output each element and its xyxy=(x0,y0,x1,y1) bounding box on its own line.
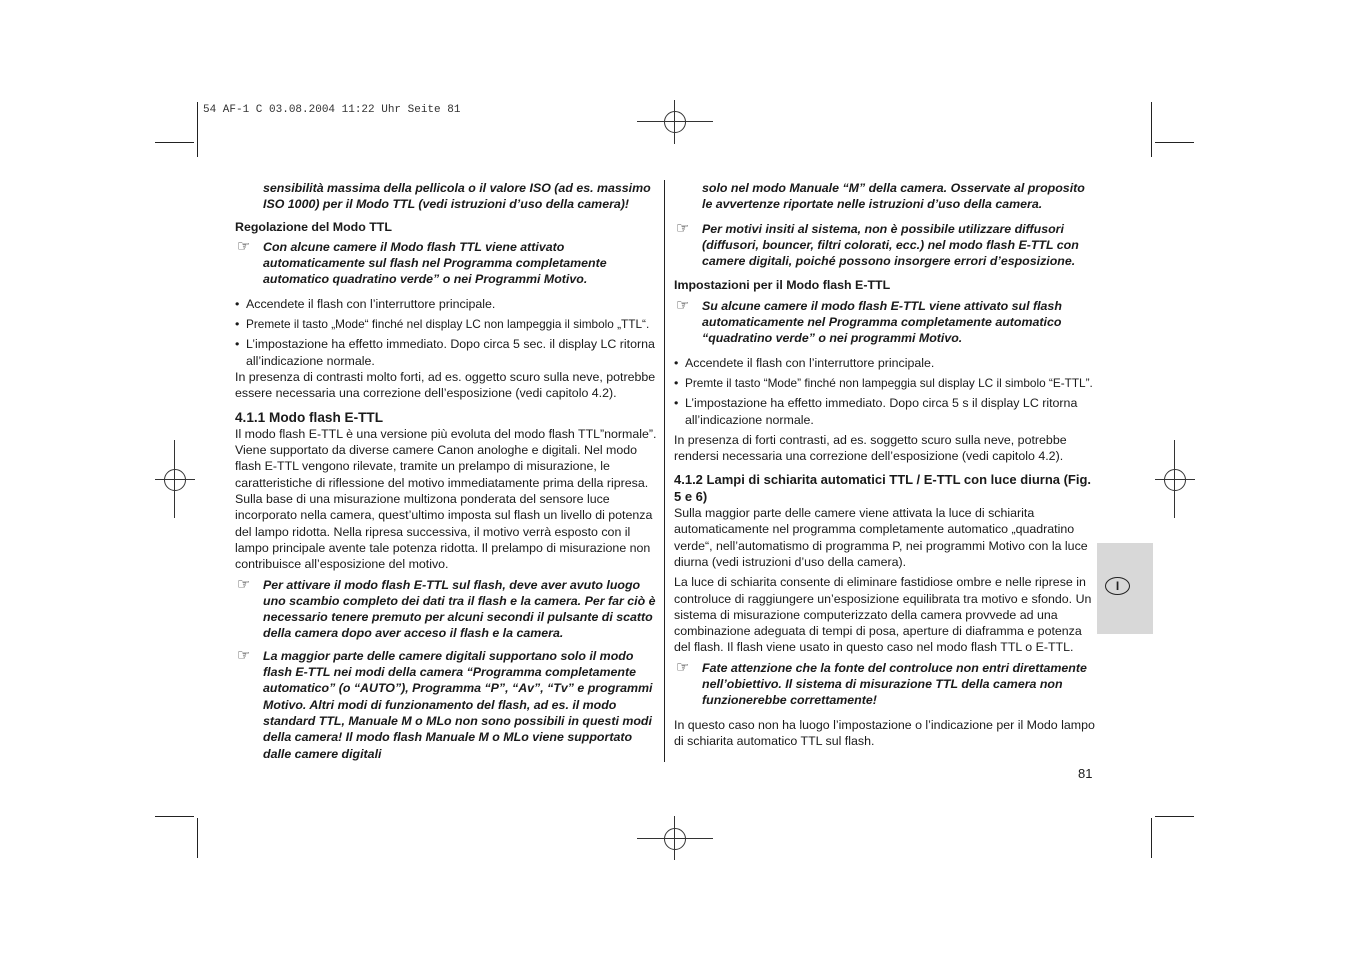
crop-mark xyxy=(197,818,198,858)
list-item xyxy=(674,375,1096,391)
registration-mark-bottom xyxy=(637,816,713,860)
list-item xyxy=(674,395,1096,428)
crop-mark xyxy=(197,102,198,157)
list-item-text: Accendete il flash con l’interruttore principale. xyxy=(246,296,496,311)
crop-mark xyxy=(1151,102,1152,157)
crop-mark xyxy=(155,816,194,817)
paragraph: In presenza di forti contrasti, ad es. soggetto scuro sulla neve, potrebbe rendersi necessaria una correzione dell’esposizione (vedi capitolo 4.2). xyxy=(674,432,1067,464)
list-item-text: Premte il tasto “Mode” finché non lampeggia sul display LC il simbolo “E-TTL”. xyxy=(685,375,1093,390)
bullet-icon: • xyxy=(674,396,679,411)
list-item-text: L’impostazione ha effetto immediato. Dopo circa 5 sec. il display LC ritorna all’indicazione normale. xyxy=(246,337,655,368)
note-text: Con alcune camere il Modo flash TTL viene attivato automaticamente sul flash nel Programma completamente automatico quadratino verde” o nei Programmi Motivo. xyxy=(263,239,607,287)
paragraph: In presenza di contrasti molto forti, ad es. oggetto scuro sulla neve, potrebbe essere necessaria una correzione dell’esposizione (vedi capitolo 4.2). xyxy=(235,369,656,401)
note-text: La maggior parte delle camere digitali supportano solo il modo flash E-TTL nei modi della camera “Programma completamente automatico” (o “AUTO”), Programma “P”, “Av”, “Tv” e programmi Motivo. Altri modi di funzionamento del flash, ad es. il modo standard TTL, Manuale M o MLo non sono possibili in questi modi della camera! Il modo flash Manuale M o MLo viene supportato dalle camere digitali xyxy=(263,648,653,761)
pointing-hand-icon: ☞ xyxy=(676,658,690,676)
registration-mark-right xyxy=(1155,440,1195,518)
bullet-icon: • xyxy=(235,296,240,311)
paragraph: Sulla maggior parte delle camere viene attivata la luce di schiarita automaticamente nel programma completamente automatico „quadratino verde“, nell’automatismo di programma P, nei programmi Motivo con la luce diurna (vedi istruzioni d’uso della camera). xyxy=(674,506,1088,569)
right-intro: solo nel modo Manuale “M” della camera. Osservate al proposito le avvertenze riportate nelle istruzioni d’uso della camera. xyxy=(702,181,1085,212)
crop-mark xyxy=(1151,818,1152,858)
crop-mark xyxy=(1155,142,1194,143)
heading-regolazione: Regolazione del Modo TTL xyxy=(235,219,392,234)
language-tab xyxy=(1097,543,1153,634)
left-column xyxy=(235,180,657,762)
right-column xyxy=(674,180,1096,749)
note-text: Su alcune camere il modo flash E-TTL viene attivato sul flash automaticamente nel Programma completamente automatico “quadratino verde” o nei programmi Motivo. xyxy=(702,298,1062,346)
pointing-hand-icon: ☞ xyxy=(237,575,251,593)
list-item-text: Premete il tasto „Mode“ finché nel display LC non lampeggia il simbolo „TTL“. xyxy=(246,317,650,332)
heading-4-1-2: 4.1.2 Lampi di schiarita automatici TTL / E-TTL con luce diurna (Fig. 5 e 6) xyxy=(674,472,1092,504)
bullet-icon: • xyxy=(674,355,679,370)
list-item-text: L’impostazione ha effetto immediato. Dopo circa 5 s il display LC ritorna all’indicazione normale. xyxy=(685,396,1078,427)
paragraph: La luce di schiarita consente di eliminare fastidiose ombre e nelle riprese in controluce di raggiungere un’esposizione equilibrata tra motivo e sfondo. Un sistema di misurazione computerizzato della camera provvede ad una combinazione adeguata di tempi di posa, aperture di diaframma e potenza del flash. Il flash viene usato in questo caso nel modo flash TTL o E-TTL. xyxy=(674,575,1092,655)
heading-impostazioni: Impostazioni per il Modo flash E-TTL xyxy=(674,278,891,293)
note-block xyxy=(235,577,657,642)
note-text: Fate attenzione che la fonte del controluce non entri direttamente nell’obiettivo. Il sistema di misurazione TTL della camera non funzionerebbe correttamente! xyxy=(702,660,1087,708)
list-item xyxy=(674,355,1096,371)
list-item-text: Accendete il flash con l’interruttore principale. xyxy=(685,355,935,370)
pointing-hand-icon: ☞ xyxy=(676,219,690,237)
list-item xyxy=(235,296,657,312)
heading-4-1-1: 4.1.1 Modo flash E-TTL xyxy=(235,409,384,425)
pointing-hand-icon: ☞ xyxy=(237,646,251,664)
list-item xyxy=(235,336,657,369)
note-text: Per motivi insiti al sistema, non è possibile utilizzare diffusori (diffusori, bouncer, filtri colorati, ecc.) nel modo flash E-TTL con camere digitali, poiché possono insorgere errori d’esposizione. xyxy=(702,221,1079,269)
bullet-icon: • xyxy=(235,337,240,352)
page-number: 81 xyxy=(1078,766,1093,781)
note-text: Per attivare il modo flash E-TTL sul flash, deve aver avuto luogo uno scambio completo dei dati tra il flash e la camera. Per far ciò è necessario tenere premuto per alcuni secondi il pulsante di scatto della camera dopo aver acceso il flash e la camera. xyxy=(263,577,656,641)
print-slug: 54 AF-1 C 03.08.2004 11:22 Uhr Seite 81 xyxy=(203,104,461,116)
crop-mark xyxy=(1155,816,1194,817)
paragraph: Il modo flash E-TTL è una versione più evoluta del modo flash TTL”normale”. Viene supportato da diverse camere Canon anologhe e digitali. Nel modo flash E-TTL vengono rilevate, tramite un prelampo di misurazione, le caratteristiche di riflessione del motivo immediatamente prima della ripresa. Sulla base di una misurazione multizona ponderata del sensore luce incorporato nella camera, quest’ultimo imposta sul flash un livello di potenza del lampo ridotta. Nella ripresa successiva, il motivo verrà esposto con il lampo principale avente tale potenza ridotta. Il prelampo di misurazione non contribuisce all’esposizione del motivo. xyxy=(235,426,657,572)
list-item xyxy=(235,316,657,332)
column-divider xyxy=(664,180,665,762)
note-block xyxy=(235,648,657,762)
note-block xyxy=(674,298,1096,347)
language-badge: I xyxy=(1105,577,1130,595)
pointing-hand-icon: ☞ xyxy=(237,237,251,255)
registration-mark-top xyxy=(637,100,713,144)
pointing-hand-icon: ☞ xyxy=(676,296,690,314)
note-block xyxy=(674,660,1096,709)
paragraph: In questo caso non ha luogo l’impostazione o l’indicazione per il Modo lampo di schiarita automatico TTL sul flash. xyxy=(674,717,1095,748)
left-intro: sensibilità massima della pellicola o il valore ISO (ad es. massimo ISO 1000) per il Modo TTL (vedi istruzioni d’uso della camera)! xyxy=(263,181,651,212)
bullet-icon: • xyxy=(235,317,240,332)
note-block xyxy=(674,221,1096,270)
note-block xyxy=(235,239,657,288)
bullet-icon: • xyxy=(674,375,679,390)
registration-mark-left xyxy=(155,440,195,518)
crop-mark xyxy=(155,142,194,143)
